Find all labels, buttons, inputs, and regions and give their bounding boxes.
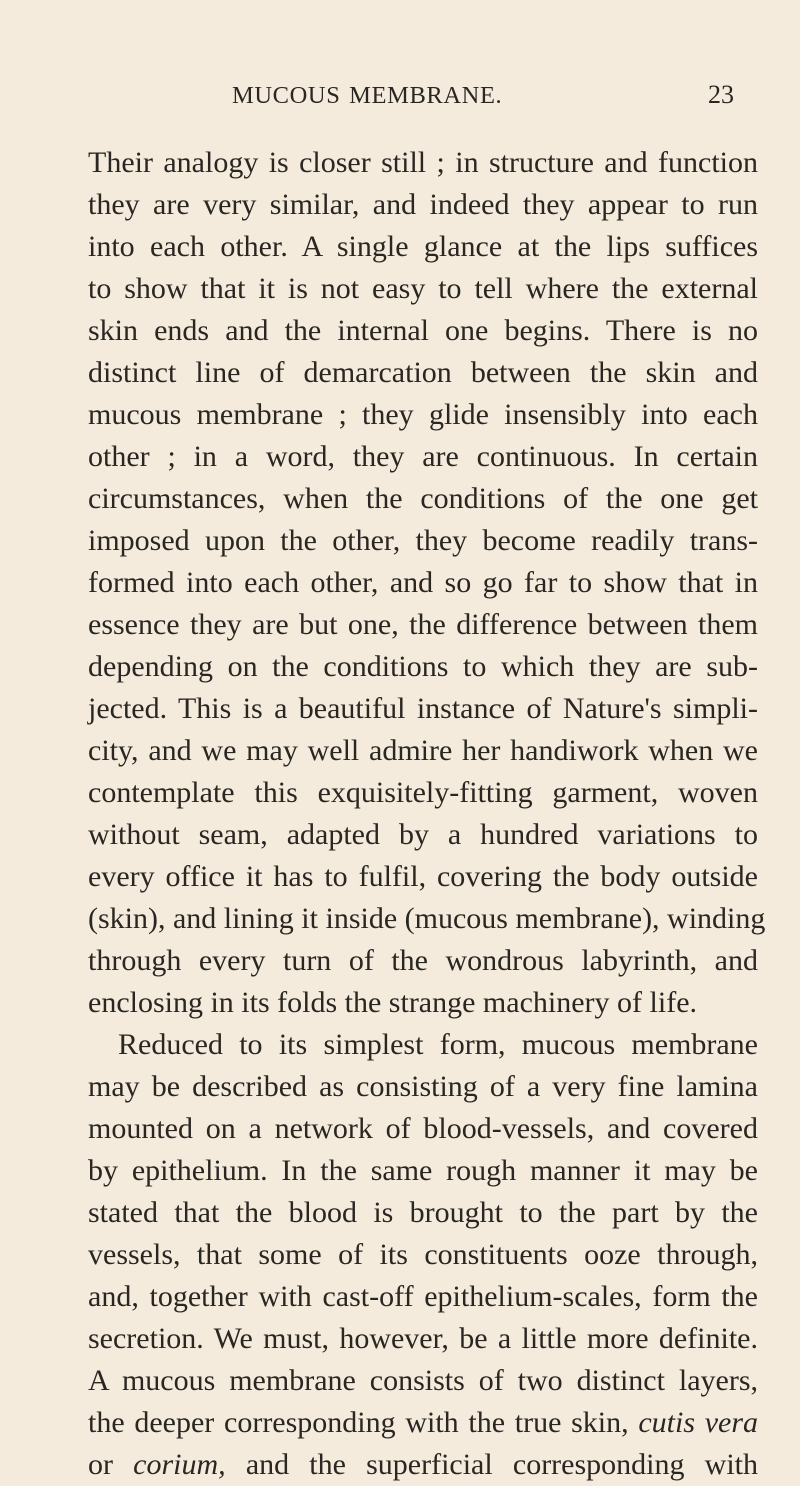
text-line: through every turn of the wondrous labyrinth, and (88, 944, 758, 977)
text-line: formed into each other, and so go far to show that in (88, 566, 758, 599)
paragraph-start-line: Reduced to its simplest form, mucous membrane (118, 1028, 758, 1061)
text-line: mounted on a network of blood-vessels, and covered (88, 1112, 758, 1145)
text-line: contemplate this exquisitely-fitting garment, woven (88, 776, 758, 809)
text-line: circumstances, when the conditions of the one get (88, 482, 758, 515)
page-header (0, 82, 800, 122)
text-line: secretion. We must, however, be a little more definite. (88, 1322, 758, 1355)
text-line: they are very similar, and indeed they appear to run (88, 188, 758, 221)
text-line: depending on the conditions to which they are sub- (88, 650, 758, 683)
page-number: 23 (708, 80, 734, 109)
text-line: may be described as consisting of a very fine lamina (88, 1070, 758, 1103)
text-line (88, 1444, 758, 1486)
text-line: other ; in a word, they are continuous. In certain (88, 440, 758, 473)
text-line: into each other. A single glance at the lips suffices (88, 230, 758, 263)
paragraph-end-line: enclosing in its folds the strange machinery of life. (88, 986, 698, 1019)
italic-term-corium: corium, (133, 1448, 226, 1481)
text-line: essence they are but one, the difference between them (88, 608, 758, 641)
text-line: stated that the blood is brought to the part by the (88, 1196, 758, 1229)
text-line: city, and we may well admire her handiwork when we (88, 734, 758, 767)
text-run: or (88, 1448, 134, 1481)
text-line: skin ends and the internal one begins. There is no (88, 314, 758, 347)
text-run: the deeper corresponding with the true skin, (88, 1406, 639, 1439)
text-line: to show that it is not easy to tell where the external (88, 272, 758, 305)
running-head: MUCOUS MEMBRANE. (232, 82, 503, 109)
text-line: imposed upon the other, they become readily trans- (88, 524, 758, 557)
text-run: and the superficial corresponding with (225, 1448, 758, 1481)
italic-term-cutis-vera: cutis vera (638, 1406, 759, 1439)
text-line: and, together with cast-off epithelium-scales, form the (88, 1280, 758, 1313)
text-line: by epithelium. In the same rough manner it may be (88, 1154, 758, 1187)
text-line: mucous membrane ; they glide insensibly into each (88, 398, 758, 431)
text-line: (skin), and lining it inside (mucous membrane), winding (88, 902, 766, 935)
text-line: A mucous membrane consists of two distinct layers, (88, 1364, 758, 1397)
body-text (88, 142, 766, 1486)
text-line: distinct line of demarcation between the skin and (88, 356, 758, 389)
text-line: vessels, that some of its constituents ooze through, (88, 1238, 758, 1271)
text-line: without seam, adapted by a hundred variations to (88, 818, 758, 851)
text-line (88, 1402, 758, 1444)
text-line: jected. This is a beautiful instance of Nature's simpli- (88, 692, 758, 725)
text-line: every office it has to fulfil, covering the body outside (88, 860, 758, 893)
text-line: Their analogy is closer still ; in structure and function (88, 146, 758, 179)
